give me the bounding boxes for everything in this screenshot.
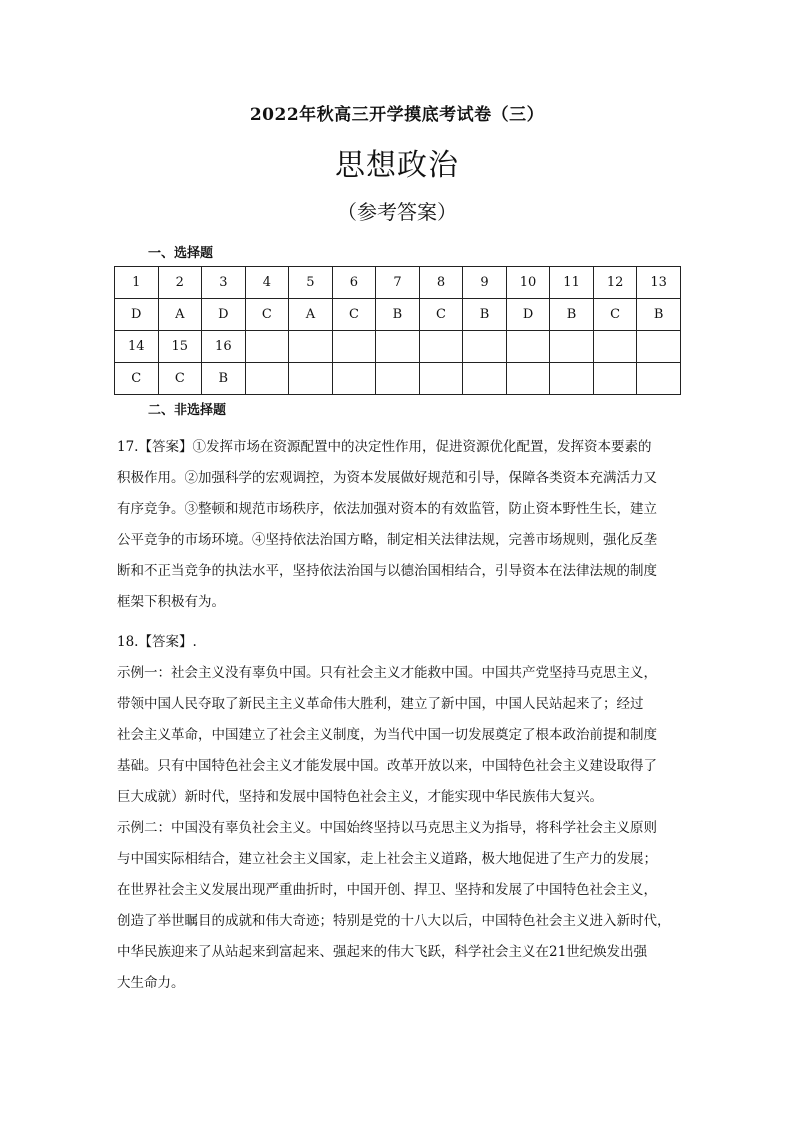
answer-cell: B: [202, 363, 246, 395]
question-number-cell: 9: [463, 267, 507, 299]
answer-cell: [376, 363, 420, 395]
answer-cell: [289, 363, 333, 395]
question-number-cell: [506, 331, 550, 363]
answer-cell: A: [289, 299, 333, 331]
question-number-cell: 8: [419, 267, 463, 299]
q18-line: 在世界社会主义发展出现严重曲折时，中国开创、捍卫、坚持和发展了中国特色社会主义，: [117, 882, 657, 898]
question-number-cell: [593, 331, 637, 363]
answer-cell: [463, 363, 507, 395]
question-number-cell: [332, 331, 376, 363]
question-18-answer: [117, 627, 679, 999]
question-number-cell: 3: [202, 267, 246, 299]
answer-cell: [332, 363, 376, 395]
question-17-answer: [117, 432, 679, 618]
q18-line: 与中国实际相结合，建立社会主义国家，走上社会主义道路，极大地促进了生产力的发展；: [117, 851, 657, 867]
question-number-cell: 16: [202, 331, 246, 363]
question-number-cell: 11: [550, 267, 594, 299]
answer-cell: D: [202, 299, 246, 331]
question-number-cell: [419, 331, 463, 363]
q17-line: 17.【答案】①发挥市场在资源配置中的决定性作用，促进资源优化配置，发挥资本要素的: [117, 439, 652, 455]
question-number-cell: [289, 331, 333, 363]
question-number-cell: 6: [332, 267, 376, 299]
q18-line: 基础。只有中国特色社会主义才能发展中国。改革开放以来，中国特色社会主义建设取得了: [117, 758, 657, 774]
q17-line: 断和不正当竞争的执法水平，坚持依法治国与以德治国相结合，引导资本在法律法规的制度: [117, 563, 657, 579]
answer-cell: C: [593, 299, 637, 331]
question-number-cell: 4: [245, 267, 289, 299]
question-number-row: [115, 331, 681, 363]
subject-title: 思想政治: [335, 148, 459, 183]
answer-cell: B: [463, 299, 507, 331]
q18-line: 带领中国人民夺取了新民主主义革命伟大胜利，建立了新中国，中国人民站起来了；经过: [117, 696, 644, 712]
answer-key-label: （参考答案）: [337, 200, 457, 224]
answer-cell: [637, 363, 681, 395]
question-number-cell: [550, 331, 594, 363]
q17-label: 17.【答案】: [117, 439, 193, 455]
answer-cell: D: [506, 299, 550, 331]
question-number-cell: 13: [637, 267, 681, 299]
answer-row: [115, 363, 681, 395]
q17-line: 公平竞争的市场环境。④坚持依法治国方略，制定相关法律法规，完善市场规则，强化反垄: [117, 532, 657, 548]
answer-cell: D: [115, 299, 159, 331]
answer-cell: [593, 363, 637, 395]
answer-cell: C: [332, 299, 376, 331]
answer-cell: B: [637, 299, 681, 331]
section-multiple-choice-heading: 一、选择题: [148, 246, 214, 261]
answer-cell: C: [158, 363, 202, 395]
question-number-cell: 15: [158, 331, 202, 363]
answer-cell: A: [158, 299, 202, 331]
question-number-cell: [637, 331, 681, 363]
question-number-cell: 7: [376, 267, 420, 299]
q18-line: 中华民族迎来了从站起来到富起来、强起来的伟大飞跃，科学社会主义在21世纪焕发出强: [117, 944, 648, 960]
q17-line: 积极作用。②加强科学的宏观调控，为资本发展做好规范和引导，保障各类资本充满活力又: [117, 470, 657, 486]
question-number-cell: [463, 331, 507, 363]
answer-cell: B: [376, 299, 420, 331]
answer-cell: C: [419, 299, 463, 331]
question-number-cell: [245, 331, 289, 363]
answer-cell: [506, 363, 550, 395]
question-number-cell: 2: [158, 267, 202, 299]
answer-cell: [419, 363, 463, 395]
q17-line: 框架下积极有为。: [117, 594, 225, 610]
answer-cell: [245, 363, 289, 395]
q18-line: 创造了举世瞩目的成就和伟大奇迹；特别是党的十八大以后，中国特色社会主义进入新时代，: [117, 913, 671, 929]
question-number-cell: 1: [115, 267, 159, 299]
question-number-cell: 12: [593, 267, 637, 299]
q18-line: 示例一：社会主义没有辜负中国。只有社会主义才能救中国。中国共产党坚持马克思主义，: [117, 665, 657, 681]
answer-table: [114, 266, 681, 395]
question-number-cell: 10: [506, 267, 550, 299]
q18-line: 巨大成就）新时代，坚持和发展中国特色社会主义，才能实现中华民族伟大复兴。: [117, 789, 603, 805]
answer-cell: C: [115, 363, 159, 395]
q18-label: 18.【答案】.: [117, 634, 197, 650]
question-number-cell: 14: [115, 331, 159, 363]
question-number-cell: 5: [289, 267, 333, 299]
question-number-cell: [376, 331, 420, 363]
answer-row: [115, 299, 681, 331]
q18-line: 示例二：中国没有辜负社会主义。中国始终坚持以马克思主义为指导，将科学社会主义原则: [117, 820, 657, 836]
q18-line: 社会主义革命，中国建立了社会主义制度，为当代中国一切发展奠定了根本政治前提和制度: [117, 727, 657, 743]
question-number-row: [115, 267, 681, 299]
answer-cell: B: [550, 299, 594, 331]
section-non-choice-heading: 二、非选择题: [148, 403, 227, 418]
answer-cell: C: [245, 299, 289, 331]
q17-line: 有序竞争。③整顿和规范市场秩序，依法加强对资本的有效监管，防止资本野性生长，建立: [117, 501, 657, 517]
q18-line: 大生命力。: [117, 975, 185, 991]
answer-cell: [550, 363, 594, 395]
exam-title: 2022年秋高三开学摸底考试卷（三）: [249, 105, 545, 125]
